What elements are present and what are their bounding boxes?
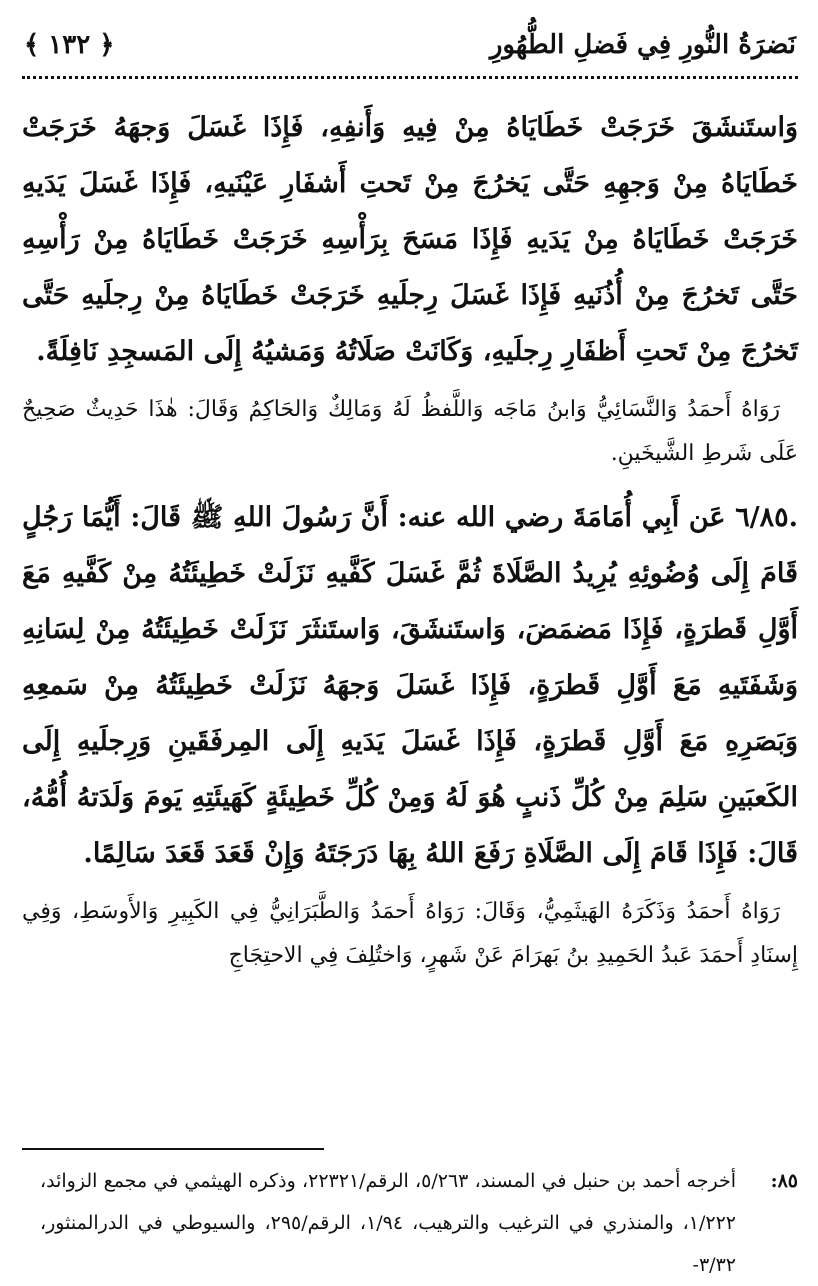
footnote-separator [22, 1148, 324, 1150]
book-page [22, 18, 798, 1276]
hadith-body: رضي الله عنه: أَنَّ رَسُولَ اللهِ ﷺ قَالَ: أَيُّمَا رَجُلٍ قَامَ إِلَى وُضُوئِهِ يُرِيدُ الصَّلَاةَ ثُمَّ غَسَلَ كَفَّيهِ نَزَلَتْ خَطِيئَتُهُ مِنْ كَفَّيهِ مَعَ أَوَّلِ قَطرَةٍ، فَإِذَا مَضمَضَ، وَاستَنشَقَ، وَاستَنثَرَ نَزَلَتْ خَطِيئَتُهُ مِنْ لِسَانِهِ وَشَفَتَيهِ مَعَ أَوَّلِ قَطرَةٍ، فَإِذَا غَسَلَ وَجهَهُ نَزَلَتْ خَطِيئَتُهُ مِنْ سَمعِهِ وَبَصَرِهِ مَعَ أَوَّلِ قَطرَةٍ، فَإِذَا غَسَلَ يَدَيهِ إِلَى المِرفَقَينِ وَرِجلَيهِ إِلَى الكَعبَينِ سَلِمَ مِنْ كُلِّ ذَنبٍ هُوَ لَهُ وَمِنْ كُلِّ خَطِيئَةٍ كَهَيئَتِهِ يَومَ وَلَدَتهُ أُمُّهُ، قَالَ: فَإِذَا قَامَ إِلَى الصَّلَاةِ رَفَعَ اللهُ بِهَا دَرَجَتَهُ وَإِنْ قَعَدَ قَعَدَ سَالِمًا. [22, 502, 798, 869]
narration-note-85: رَوَاهُ أَحمَدُ وَذَكَرَهُ الهَيثَمِيُّ، وَقَالَ: رَوَاهُ أَحمَدُ وَالطَّبَرَانِيُّ فِي الكَبِيرِ وَالأَوسَطِ، وَفِي إِسنَادِ أَحمَدَ عَبدُ الحَمِيدِ بنُ بَهرَامَ عَنْ شَهرٍ، وَاختُلِفَ فِي الاحتِجَاجِ [22, 899, 798, 968]
running-title: نَضرَةُ النُّورِ فِي فَضلِ الطُّهُورِ [489, 30, 796, 60]
main-text-block [22, 100, 798, 992]
page-number: ﴾ ١٣٢ ﴿ [24, 30, 115, 60]
page-header [22, 18, 798, 72]
hadith-narrator: عَن أَبِي أُمَامَةَ [572, 502, 726, 533]
footnote-85 [40, 1160, 798, 1286]
hadith-85 [22, 490, 798, 882]
footnote-text: أخرجه أحمد بن حنبل في المسند، ٥/٢٦٣، الرقم/٢٢٣٢١، وذكره الهيثمي في مجمع الزوائد، ١/٢٢٢، والمنذري في الترغيب والترهيب، ١/٩٤، الرقم/٢٩٥، والسيوطي في الدرالمنثور، ٣/٣٢- [40, 1170, 737, 1276]
narration-note-84: رَوَاهُ أَحمَدُ وَالنَّسَائِيُّ وَابنُ مَاجَه وَاللَّفظُ لَهُ وَمَالِكٌ وَالحَاكِمُ وَقَالَ: هٰذَا حَدِيثٌ صَحِيحٌ عَلَى شَرطِ الشَّيخَينِ. [22, 397, 798, 466]
hadith-number: ٦/٨٥. [735, 502, 798, 533]
footnote-marker: ٨٥: [770, 1170, 798, 1192]
header-dotted-rule [22, 76, 798, 79]
hadith-84-continuation: وَاستَنشَقَ خَرَجَتْ خَطَايَاهُ مِنْ فِيهِ وَأَنفِهِ، فَإِذَا غَسَلَ وَجهَهُ خَرَجَتْ خَطَايَاهُ مِنْ وَجهِهِ حَتَّى يَخرُجَ مِنْ تَحتِ أَشفَارِ عَيْنَيهِ، فَإِذَا غَسَلَ يَدَيهِ خَرَجَتْ خَطَايَاهُ مِنْ يَدَيهِ فَإِذَا مَسَحَ بِرَأْسِهِ خَرَجَتْ خَطَايَاهُ مِنْ رَأْسِهِ حَتَّى تَخرُجَ مِنْ أُذُنَيهِ فَإِذَا غَسَلَ رِجلَيهِ خَرَجَتْ خَطَايَاهُ مِنْ رِجلَيهِ حَتَّى تَخرُجَ مِنْ تَحتِ أَظفَارِ رِجلَيهِ، وَكَانَتْ صَلَاتُهُ وَمَشيُهُ إِلَى المَسجِدِ نَافِلَةً. [22, 112, 798, 367]
